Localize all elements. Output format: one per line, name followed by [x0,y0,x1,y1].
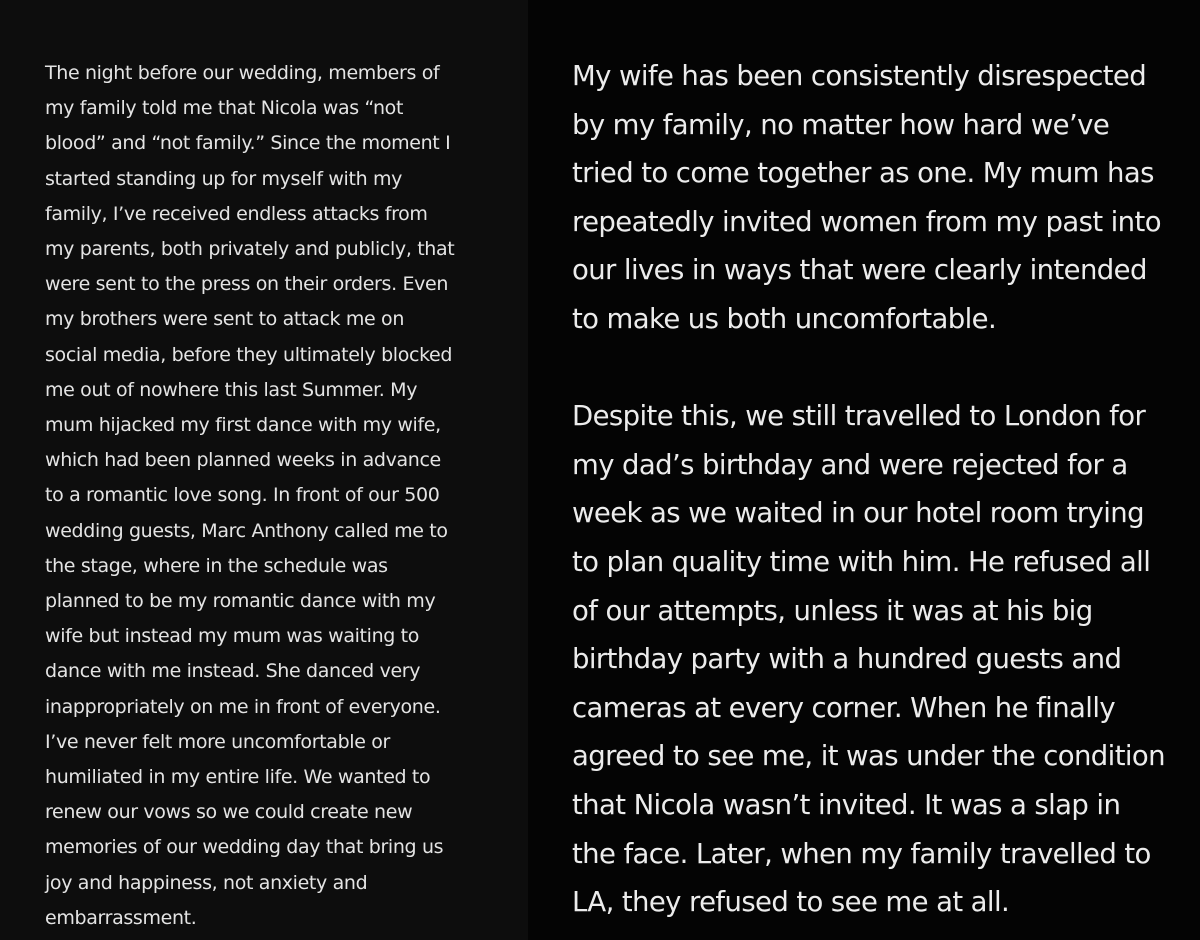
text-line: The night before our wedding, members of [45,62,440,84]
text-line: dance with me instead. She danced very [45,660,421,683]
text-line: me out of nowhere this last Summer. My [45,378,418,401]
text-line: cameras at every corner. When he finally [572,691,1116,724]
text-line: of our attempts, unless it was at his big [572,594,1093,627]
text-line: wedding guests, Marc Anthony called me to [45,519,448,542]
text-line: family, I’ve received endless attacks from [45,202,428,225]
text-line: LA, they refused to see me at all. [572,886,1010,919]
text-line: My wife has been consistently disrespected [572,60,1147,92]
text-line: the face. Later, when my family travelled to [572,837,1151,870]
right-statement-panel [528,0,1200,940]
text-line: that Nicola wasn’t invited. It was a slap in [572,788,1121,821]
text-line: week as we waited in our hotel room trying [572,497,1144,530]
text-line: to make us both uncomfortable. [572,302,997,335]
text-line: my brothers were sent to attack me on [45,308,405,331]
paragraph-1 [572,52,1200,344]
text-line: inappropriately on me in front of everyone. [45,695,441,718]
text-line: renew our vows so we could create new [45,801,413,824]
text-line: birthday party with a hundred guests and [572,643,1122,676]
text-line: started standing up for myself with my [45,167,403,190]
text-line: Despite this, we still travelled to London for [572,400,1146,433]
text-line: to a romantic love song. In front of our 500 [45,484,440,507]
left-statement-panel [0,0,528,940]
text-line: wife but instead my mum was waiting to [45,625,420,648]
paragraph-2 [572,392,1200,927]
text-line: which had been planned weeks in advance [45,449,441,472]
text-line: humiliated in my entire life. We wanted to [45,766,431,789]
left-statement-text [45,56,525,936]
text-line: my parents, both privately and publicly, that [45,238,455,261]
text-line: to plan quality time with him. He refused all [572,545,1151,578]
text-line: tried to come together as one. My mum has [572,157,1154,190]
text-line: agreed to see me, it was under the condition [572,740,1165,773]
text-line: memories of our wedding day that bring us [45,836,444,859]
text-line: our lives in ways that were clearly intended [572,254,1147,287]
text-line: my dad’s birthday and were rejected for a [572,448,1128,481]
text-line: joy and happiness, not anxiety and [45,871,368,894]
text-line: by my family, no matter how hard we’ve [572,108,1110,141]
paragraph-spacer [572,344,1200,393]
text-line: mum hijacked my first dance with my wife, [45,414,441,437]
text-line: the stage, where in the schedule was [45,554,388,577]
text-line: repeatedly invited women from my past into [572,205,1161,238]
text-line: embarrassment. [45,906,197,929]
right-statement-text [572,52,1200,927]
text-line: I’ve never felt more uncomfortable or [45,730,390,753]
text-line: social media, before they ultimately blocked [45,343,453,366]
text-line: blood” and “not family.” Since the moment I [45,132,451,155]
text-line: planned to be my romantic dance with my [45,590,436,613]
text-line: my family told me that Nicola was “not [45,97,404,120]
text-line: were sent to the press on their orders. Even [45,273,449,296]
